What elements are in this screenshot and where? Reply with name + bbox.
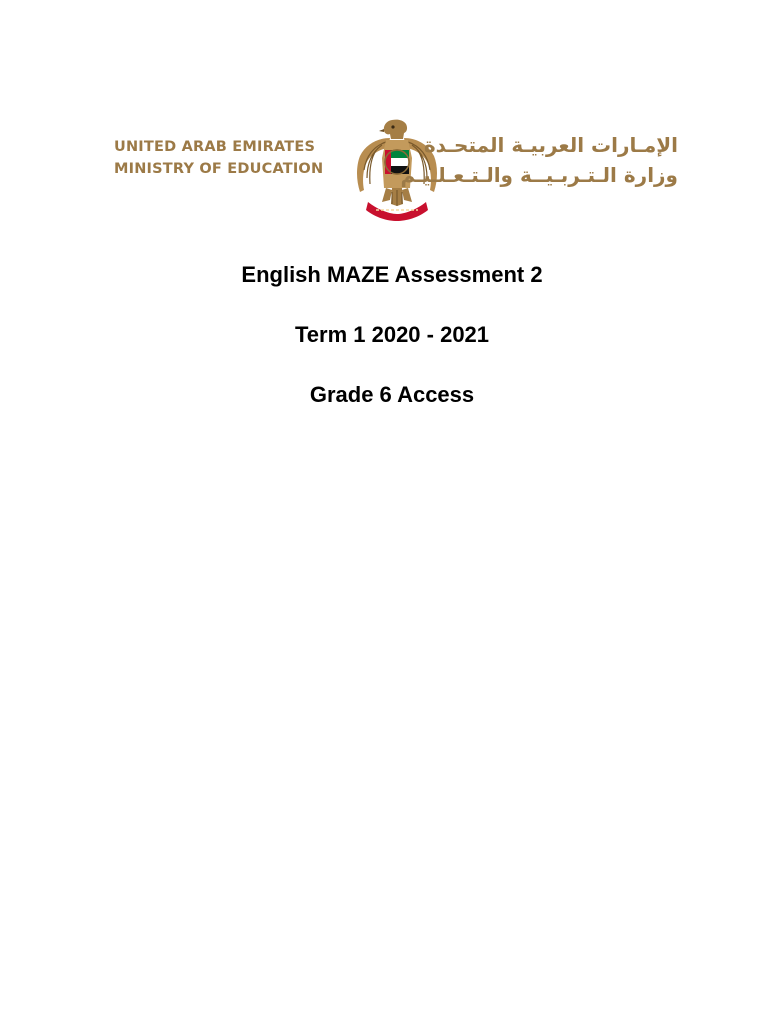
logo-english-line-2: MINISTRY OF EDUCATION: [114, 161, 324, 177]
term-label: Term 1 2020 - 2021: [294, 322, 490, 347]
logo-arabic-line-1: الإمـارات العربيـة المتحـدة: [423, 133, 678, 157]
logo-english-text: [114, 136, 346, 180]
logo-arabic-line-2: وزارة الـتـربـيــة والـتـعـلـيـم: [400, 163, 678, 187]
assessment-title: English MAZE Assessment 2: [241, 262, 543, 287]
logo-arabic-text: [400, 130, 678, 190]
logo-english-line-1: UNITED ARAB EMIRATES: [114, 139, 316, 155]
ministry-logo: [110, 118, 685, 222]
grade-label: Grade 6 Access: [309, 382, 475, 407]
